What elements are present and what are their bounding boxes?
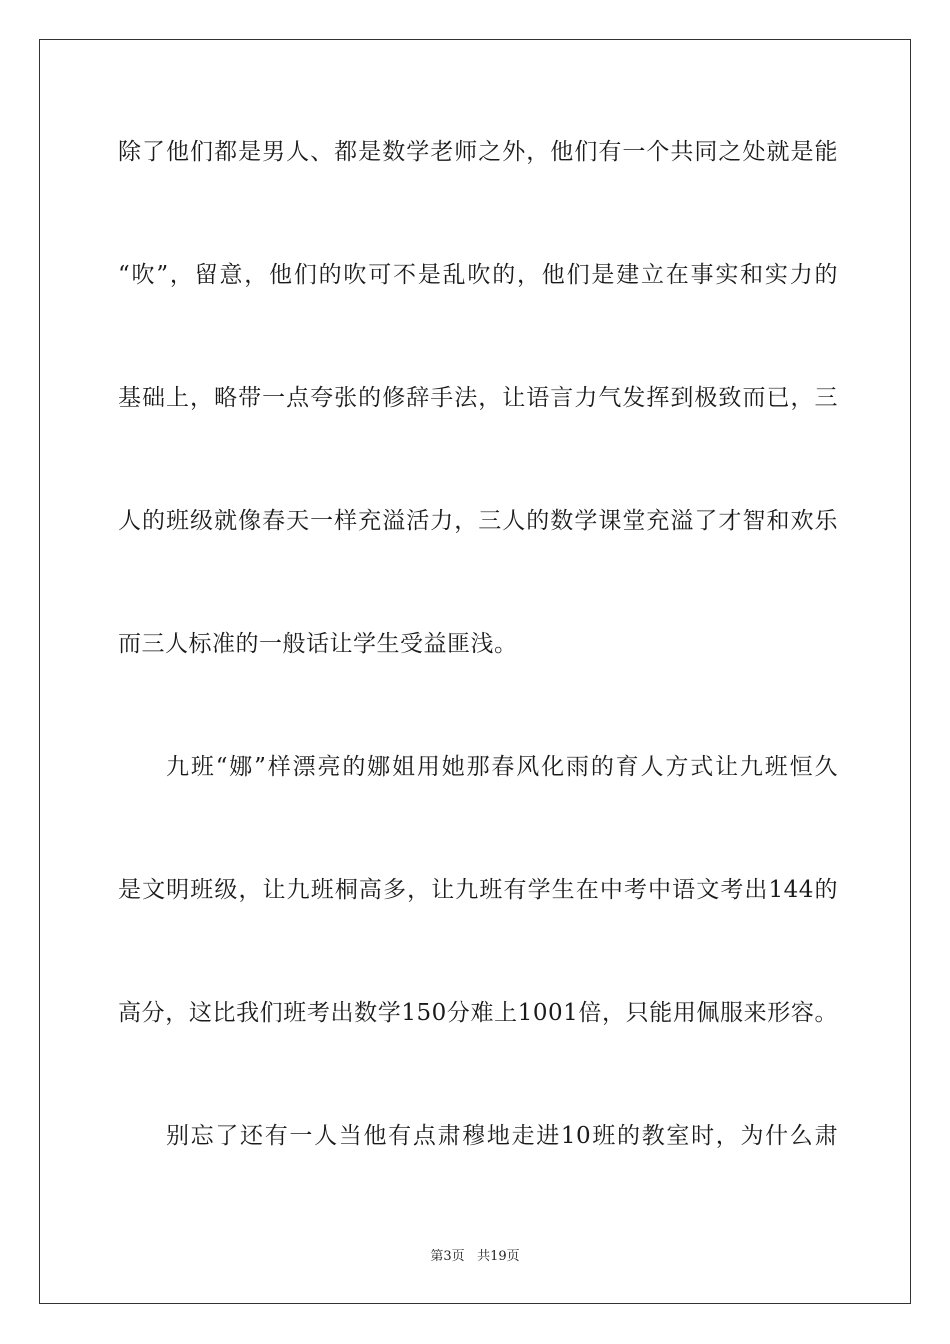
text-line-6: 九班“娜”样漂亮的娜姐用她那春风化雨的育人方式让九班恒久 bbox=[166, 754, 838, 780]
page-number: 第3页 bbox=[430, 1249, 465, 1264]
page-border bbox=[39, 39, 911, 1304]
text-line-8: 高分，这比我们班考出数学150分难上1001倍，只能用佩服来形容。 bbox=[118, 1000, 838, 1026]
text-line-5: 而三人标准的一般话让学生受益匪浅。 bbox=[118, 631, 518, 657]
page-total: 共19页 bbox=[477, 1249, 520, 1264]
text-line-4: 人的班级就像春天一样充溢活力，三人的数学课堂充溢了才智和欢乐 bbox=[118, 508, 838, 534]
text-line-2: “吹”，留意，他们的吹可不是乱吹的，他们是建立在事实和实力的 bbox=[118, 262, 838, 288]
text-line-9: 别忘了还有一人当他有点肃穆地走进10班的教室时，为什么肃 bbox=[166, 1123, 838, 1149]
text-line-1: 除了他们都是男人、都是数学老师之外，他们有一个共同之处就是能 bbox=[118, 139, 838, 165]
text-line-7: 是文明班级，让九班桐高多，让九班有学生在中考中语文考出144的 bbox=[118, 877, 838, 903]
page-footer bbox=[0, 1248, 950, 1266]
text-line-3: 基础上，略带一点夸张的修辞手法，让语言力气发挥到极致而已，三 bbox=[118, 385, 838, 411]
